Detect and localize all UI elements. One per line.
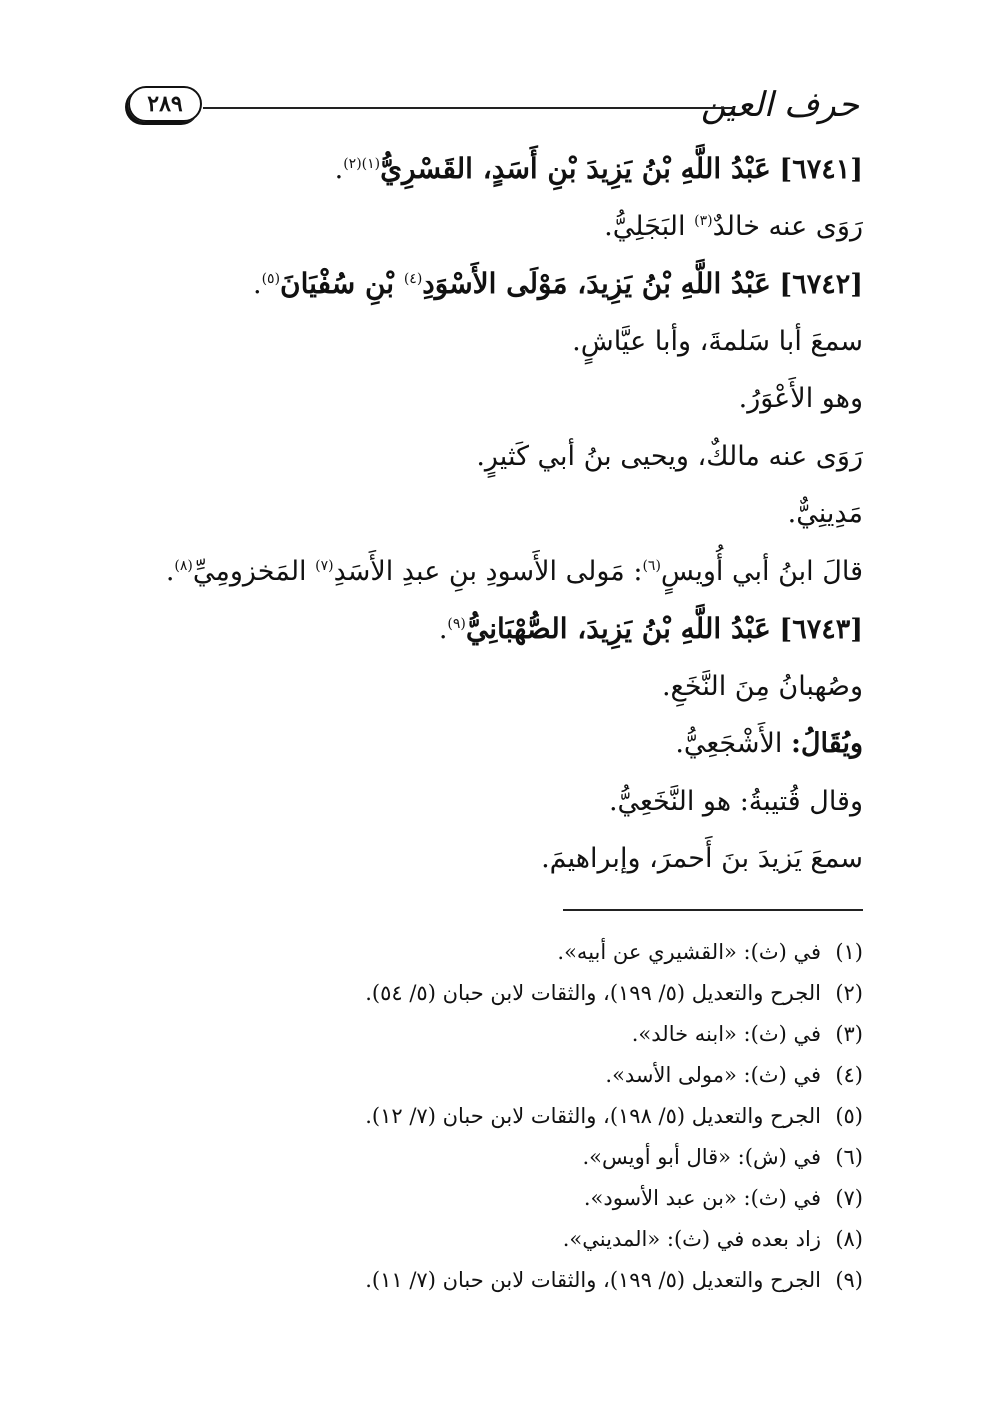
footnote-number: (٧) <box>835 1186 863 1210</box>
footnote-number: (٣) <box>835 1022 863 1046</box>
footnote <box>123 1219 863 1260</box>
footnote-marker: (٣) <box>694 212 713 229</box>
footnote <box>123 973 863 1014</box>
entry-heading <box>123 600 863 658</box>
footnote-text: الجرح والتعديل (٥/ ١٩٩)، والثقات لابن حبان (٧/ ١١). <box>365 1268 821 1292</box>
footnote-marker: (٦) <box>642 557 661 574</box>
entry-end: . <box>334 154 344 185</box>
entry-line: رَوَى عنه مالكٌ، ويحيى بنُ أبي كَثيرٍ. <box>476 440 863 472</box>
footnote-number: (٥) <box>835 1104 863 1128</box>
entry-line: وهو الأَعْوَرُ. <box>738 383 863 414</box>
entry-end: . <box>438 614 448 645</box>
footnote-text: في (ث): «القشيري عن أبيه». <box>557 940 821 964</box>
footnote-number: (٤) <box>835 1063 863 1087</box>
entry-number: [٦٧٤١] <box>779 154 863 185</box>
footnote <box>123 1137 863 1178</box>
page-header <box>128 82 859 132</box>
footnote-number: (٢) <box>835 981 863 1005</box>
footnote <box>123 1178 863 1219</box>
entry-line: سمعَ أبا سَلمةَ، وأبا عيَّاشٍ. <box>572 325 863 357</box>
main-text <box>123 140 863 888</box>
footnote-marker: (٤) <box>403 271 423 287</box>
footnote-text: في (ث): «ابنه خالد». <box>631 1022 821 1046</box>
page-number: ٢٨٩ <box>128 86 202 122</box>
entry-line: سمعَ يَزيدَ بنَ أَحمرَ، وإبراهيمَ. <box>541 843 863 874</box>
footnote-number: (٩) <box>835 1268 863 1292</box>
footnote-text: زاد بعده في (ث): «المديني». <box>562 1227 821 1251</box>
entry-name: عَبْدُ اللَّهِ بْنُ يَزِيدَ، مَوْلَى الأَسْوَدِ <box>422 267 771 300</box>
footnote-text: الجرح والتعديل (٥/ ١٩٩)، والثقات لابن حبان (٥/ ٥٤). <box>365 981 821 1005</box>
entry-name: عَبْدُ اللَّهِ بْنُ يَزِيدَ، الصُّهْبَانِيُّ <box>465 612 771 645</box>
footnote-text: الجرح والتعديل (٥/ ١٩٨)، والثقات لابن حبان (٧/ ١٢). <box>365 1104 821 1128</box>
footnote <box>123 1260 863 1301</box>
footnote-number: (٦) <box>835 1145 863 1169</box>
footnote <box>123 1014 863 1055</box>
entry-name-cont: بْنِ سُفْيَانَ <box>280 267 404 300</box>
footnote-marker: (٥) <box>261 271 281 287</box>
footnote-marker: (٩) <box>447 616 466 632</box>
footnote-number: (٨) <box>835 1227 863 1251</box>
entry-number: [٦٧٤٣] <box>779 614 863 645</box>
entry-line: ويُقَالُ: الأَشْجَعِيُّ. <box>675 728 863 759</box>
entry-heading <box>123 140 863 198</box>
entry-line: مَدِينِيٌّ. <box>787 498 863 529</box>
footnote <box>123 1055 863 1096</box>
header-rule <box>203 107 734 109</box>
footnote <box>123 1096 863 1137</box>
entry-line: قالَ ابنُ أبي أُويسٍ$^{(٦)}$: مَولى الأَسودِ بنِ عبدِ الأَسَدِ$^{(٧)}$ المَخزومِيِّ$^{(٨)}$. <box>165 555 863 587</box>
footnote <box>123 932 863 973</box>
footnote-separator <box>563 909 863 911</box>
entry-name: عَبْدُ اللَّهِ بْنُ يَزِيدَ بْنِ أَسَدٍ، القَسْرِيُّ <box>380 152 771 185</box>
footnote-marker: (٨) <box>174 557 193 574</box>
entry-line: وصُهبانُ مِنَ النَّخَعِ. <box>661 670 863 702</box>
footnote-text: في (ث): «مولى الأسد». <box>605 1063 821 1087</box>
entry-heading <box>123 255 863 313</box>
footnote-number: (١) <box>835 940 863 964</box>
footnotes <box>123 932 863 1301</box>
footnote-text: في (ث): «بن عبد الأسود». <box>583 1186 821 1210</box>
running-head: حرف العين <box>700 85 859 125</box>
entry-line: وقال قُتيبةُ: هو النَّخَعِيُّ. <box>608 785 863 817</box>
footnote-text: في (ش): «قال أبو أويس». <box>582 1145 821 1169</box>
entry-line: رَوَى عنه خالدٌ$^{(٣)}$ البَجَلِيُّ. <box>604 210 863 242</box>
footnote-marker: (٧) <box>315 557 334 574</box>
footnote-marker: (١)(٢) <box>343 156 381 172</box>
entry-end: . <box>252 269 262 300</box>
entry-number: [٦٧٤٢] <box>779 269 863 300</box>
